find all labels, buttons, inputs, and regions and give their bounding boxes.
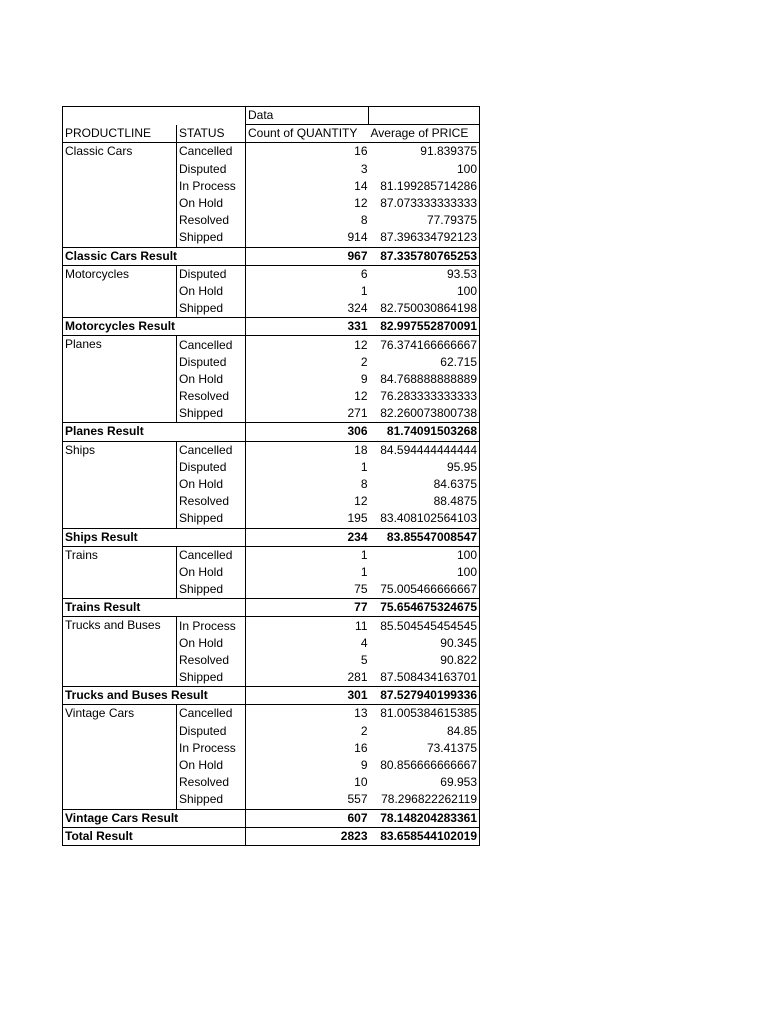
result-label: Classic Cars Result xyxy=(63,247,246,265)
status-cell: Cancelled xyxy=(177,336,246,354)
average-cell: 78.296822262119 xyxy=(381,792,477,807)
productline-cell: Trains xyxy=(63,546,177,599)
status-cell: Shipped xyxy=(177,669,246,687)
count-cell: 4 xyxy=(360,635,368,650)
result-label: Ships Result xyxy=(63,528,246,546)
productline-cell: Trucks and Buses xyxy=(63,617,177,687)
productline-cell: Planes xyxy=(63,336,177,423)
status-cell: On Hold xyxy=(177,476,246,493)
average-cell: 83.408102564103 xyxy=(380,511,477,526)
count-cell: 2 xyxy=(360,354,368,369)
status-cell: Disputed xyxy=(177,354,246,371)
average-cell: 81.005384615385 xyxy=(380,706,477,721)
result-average: 81.74091503268 xyxy=(369,423,480,441)
status-cell: On Hold xyxy=(177,195,246,212)
count-cell: 557 xyxy=(347,792,368,807)
status-cell: On Hold xyxy=(177,564,246,581)
result-row xyxy=(63,318,480,336)
count-cell: 8 xyxy=(360,213,368,228)
average-cell: 82.750030864198 xyxy=(380,301,477,316)
result-label: Planes Result xyxy=(63,423,246,441)
status-cell: Shipped xyxy=(177,581,246,599)
result-count: 967 xyxy=(246,247,369,265)
result-average: 82.997552870091 xyxy=(369,318,480,336)
average-cell: 62.715 xyxy=(440,354,477,369)
total-label: Total Result xyxy=(63,827,246,845)
count-cell: 9 xyxy=(360,758,368,773)
result-row xyxy=(63,423,480,441)
count-cell: 18 xyxy=(354,442,368,457)
status-cell: Resolved xyxy=(177,652,246,669)
table-row xyxy=(63,143,480,161)
result-average: 87.335780765253 xyxy=(369,247,480,265)
productline-cell: Vintage Cars xyxy=(63,705,177,809)
status-cell: Disputed xyxy=(177,161,246,178)
count-cell: 1 xyxy=(360,283,368,298)
status-cell: Shipped xyxy=(177,300,246,318)
average-cell: 100 xyxy=(456,161,477,176)
status-cell: Shipped xyxy=(177,510,246,528)
status-cell: Shipped xyxy=(177,791,246,809)
average-cell: 76.374166666667 xyxy=(380,337,477,352)
result-row xyxy=(63,528,480,546)
count-cell: 195 xyxy=(347,511,368,526)
status-cell: Resolved xyxy=(177,493,246,510)
count-cell: 3 xyxy=(360,161,368,176)
average-cell: 84.85 xyxy=(446,723,477,738)
table-row xyxy=(63,546,480,564)
status-cell: Disputed xyxy=(177,723,246,740)
average-cell: 87.508434163701 xyxy=(380,670,477,685)
average-cell: 80.856666666667 xyxy=(380,758,477,773)
count-cell: 16 xyxy=(354,740,368,755)
result-count: 77 xyxy=(246,599,369,617)
result-row xyxy=(63,809,480,827)
status-cell: Cancelled xyxy=(177,143,246,161)
corner-blank-cell xyxy=(63,107,246,125)
result-count: 331 xyxy=(246,318,369,336)
status-cell: Cancelled xyxy=(177,441,246,459)
average-cell: 84.6375 xyxy=(433,477,477,492)
average-cell: 100 xyxy=(456,564,477,579)
average-cell: 100 xyxy=(456,283,477,298)
status-cell: In Process xyxy=(177,740,246,757)
status-cell: On Hold xyxy=(177,757,246,774)
average-cell: 77.79375 xyxy=(426,213,477,228)
average-cell: 73.41375 xyxy=(426,740,477,755)
count-cell: 324 xyxy=(347,301,368,316)
count-cell: 75 xyxy=(354,582,368,597)
pivot-table xyxy=(62,106,480,846)
status-cell: Shipped xyxy=(177,405,246,423)
table-row xyxy=(63,336,480,354)
header-average: Average of PRICE xyxy=(369,125,480,143)
result-count: 607 xyxy=(246,809,369,827)
status-cell: Resolved xyxy=(177,774,246,791)
count-cell: 11 xyxy=(355,618,368,633)
count-cell: 16 xyxy=(354,144,368,159)
result-count: 301 xyxy=(246,687,369,705)
average-cell: 87.073333333333 xyxy=(380,196,477,211)
status-cell: In Process xyxy=(177,178,246,195)
status-cell: Cancelled xyxy=(177,705,246,723)
result-count: 306 xyxy=(246,423,369,441)
average-cell: 75.005466666667 xyxy=(380,582,477,597)
status-cell: Disputed xyxy=(177,459,246,476)
data-fields-label: Data xyxy=(246,107,369,125)
result-average: 83.85547008547 xyxy=(369,528,480,546)
productline-cell: Ships xyxy=(63,441,177,528)
count-cell: 9 xyxy=(360,371,368,386)
header-row xyxy=(63,125,480,143)
table-row xyxy=(63,265,480,283)
total-average: 83.658544102019 xyxy=(369,827,480,845)
count-cell: 2 xyxy=(360,723,368,738)
result-row xyxy=(63,599,480,617)
count-cell: 1 xyxy=(360,459,368,474)
header-count: Count of QUANTITY xyxy=(246,125,369,143)
average-cell: 84.768888888889 xyxy=(380,371,477,386)
status-cell: Disputed xyxy=(177,265,246,283)
status-cell: Resolved xyxy=(177,388,246,405)
average-cell: 85.504545454545 xyxy=(380,618,477,633)
count-cell: 12 xyxy=(354,196,368,211)
total-count: 2823 xyxy=(246,827,369,845)
result-average: 75.654675324675 xyxy=(369,599,480,617)
status-cell: On Hold xyxy=(177,635,246,652)
average-cell: 90.345 xyxy=(440,635,477,650)
average-cell: 95.95 xyxy=(446,459,477,474)
result-count: 234 xyxy=(246,528,369,546)
result-row xyxy=(63,687,480,705)
average-cell: 82.260073800738 xyxy=(380,406,477,421)
count-cell: 271 xyxy=(347,406,368,421)
result-row xyxy=(63,247,480,265)
average-cell: 91.839375 xyxy=(420,144,477,159)
result-label: Trains Result xyxy=(63,599,246,617)
average-cell: 88.4875 xyxy=(433,494,477,509)
total-row xyxy=(63,827,480,845)
count-cell: 281 xyxy=(347,670,368,685)
average-cell: 90.822 xyxy=(440,652,477,667)
count-cell: 12 xyxy=(354,337,368,352)
status-cell: In Process xyxy=(177,617,246,635)
data-fields-row xyxy=(63,107,480,125)
table-row xyxy=(63,617,480,635)
status-cell: On Hold xyxy=(177,371,246,388)
header-status: STATUS xyxy=(177,125,246,143)
table-row xyxy=(63,441,480,459)
status-cell: Shipped xyxy=(177,229,246,247)
count-cell: 5 xyxy=(360,652,368,667)
count-cell: 10 xyxy=(354,775,368,790)
average-cell: 81.199285714286 xyxy=(380,178,477,193)
data-fields-empty-cell xyxy=(369,107,480,125)
average-cell: 87.396334792123 xyxy=(380,230,477,245)
count-cell: 1 xyxy=(360,564,368,579)
average-cell: 76.283333333333 xyxy=(380,389,477,404)
average-cell: 84.594444444444 xyxy=(380,442,477,457)
status-cell: Cancelled xyxy=(177,546,246,564)
result-label: Motorcycles Result xyxy=(63,318,246,336)
status-cell: On Hold xyxy=(177,283,246,300)
status-cell: Resolved xyxy=(177,212,246,229)
count-cell: 8 xyxy=(360,477,368,492)
count-cell: 12 xyxy=(354,494,368,509)
result-label: Trucks and Buses Result xyxy=(63,687,246,705)
count-cell: 1 xyxy=(360,547,368,562)
result-average: 87.527940199336 xyxy=(369,687,480,705)
count-cell: 12 xyxy=(354,389,368,404)
result-label: Vintage Cars Result xyxy=(63,809,246,827)
table-row xyxy=(63,705,480,723)
header-productline: PRODUCTLINE xyxy=(63,125,177,143)
count-cell: 13 xyxy=(354,706,368,721)
result-average: 78.148204283361 xyxy=(369,809,480,827)
productline-cell: Motorcycles xyxy=(63,265,177,318)
average-cell: 93.53 xyxy=(446,266,477,281)
average-cell: 100 xyxy=(456,547,477,562)
count-cell: 6 xyxy=(360,266,368,281)
average-cell: 69.953 xyxy=(440,775,477,790)
count-cell: 914 xyxy=(347,230,368,245)
count-cell: 14 xyxy=(354,178,368,193)
productline-cell: Classic Cars xyxy=(63,143,177,247)
